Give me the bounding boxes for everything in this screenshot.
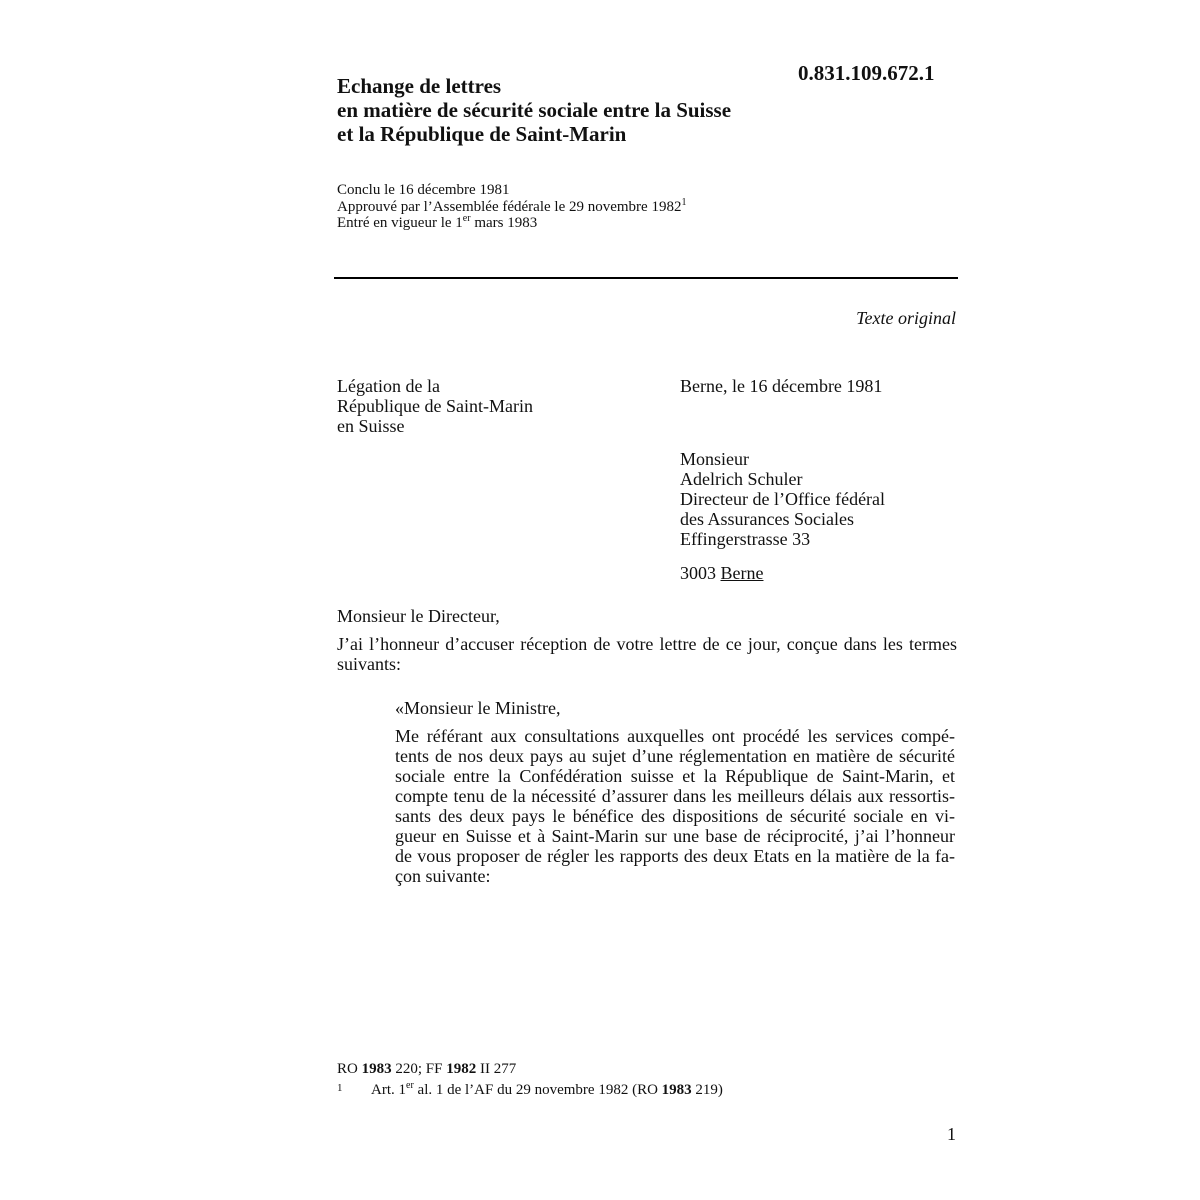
quoted-letter-paragraph	[395, 726, 955, 886]
salutation: Monsieur le Directeur,	[337, 606, 500, 626]
addressee-line: Adelrich Schuler	[680, 469, 803, 489]
addressee-block	[680, 449, 885, 549]
sender-line: en Suisse	[337, 416, 405, 436]
title-line-2: en matière de sécurité sociale entre la Suisse	[337, 98, 732, 122]
addressee-line: Effingerstrasse 33	[680, 529, 811, 549]
footnote-1: 1 Art. 1er al. 1 de l’AF du 29 novembre 1982 (RO 1983 219)	[337, 1080, 723, 1098]
quote-line: çon suivante:	[395, 866, 491, 886]
footnote-marker: 1	[337, 1082, 343, 1094]
body-paragraph: J’ai l’honneur d’accuser réception de votre lettre de ce jour, conçue dans les termes suivants:	[337, 634, 957, 674]
sender-block	[337, 376, 533, 436]
city-name: Berne	[720, 563, 764, 583]
concluded-date: Conclu le 16 décembre 1981	[337, 182, 510, 198]
quote-line: gueur en Suisse et à Saint-Marin sur une base de réciprocité, j’ai l’honneur	[395, 826, 955, 846]
quote-line: sants des deux pays le bénéfice des dispositions de sécurité sociale en vi-	[395, 806, 955, 826]
entry-into-force: Entré en vigueur le 1er mars 1983	[337, 213, 538, 231]
addressee-line: Directeur de l’Office fédéral	[680, 489, 886, 509]
postcode: 3003	[680, 563, 716, 583]
quote-line: compte tenu de la nécessité d’assurer dans les meilleurs délais aux ressortis-	[395, 786, 955, 806]
page-number: 1	[947, 1124, 956, 1144]
footnotes	[337, 1059, 723, 1101]
quote-salutation: «Monsieur le Ministre,	[395, 698, 561, 718]
addressee-line: Monsieur	[680, 449, 749, 469]
original-text-label: Texte original	[856, 308, 956, 328]
quote-line: tents de nos deux pays au sujet d’une réglementation en matière de sécurité	[395, 746, 955, 766]
addressee-city	[680, 563, 763, 583]
quote-line: de vous proposer de régler les rapports des deux Etats en la matière de la fa-	[395, 846, 955, 866]
reference-number: 0.831.109.672.1	[798, 61, 935, 85]
place-date: Berne, le 16 décembre 1981	[680, 376, 883, 396]
footnote-ref-1: 1	[681, 196, 687, 208]
quote-line: Me référant aux consultations auxquelles ont procédé les services compé-	[395, 726, 955, 746]
sender-line: Légation de la	[337, 376, 440, 396]
title-line-3: et la République de Saint-Marin	[337, 122, 627, 146]
source-reference: RO 1983 220; FF 1982 II 277	[337, 1061, 517, 1077]
title-line-1: Echange de lettres	[337, 74, 502, 98]
approved-date: Approuvé par l’Assemblée fédérale le 29 novembre 1982$^1$	[337, 196, 687, 215]
header-divider	[334, 277, 958, 279]
quote-line: sociale entre la Confédération suisse et la République de Saint-Marin, et	[395, 766, 955, 786]
sender-line: République de Saint-Marin	[337, 396, 533, 416]
document-metadata	[337, 182, 686, 232]
addressee-line: des Assurances Sociales	[680, 509, 854, 529]
document-title	[337, 74, 731, 146]
